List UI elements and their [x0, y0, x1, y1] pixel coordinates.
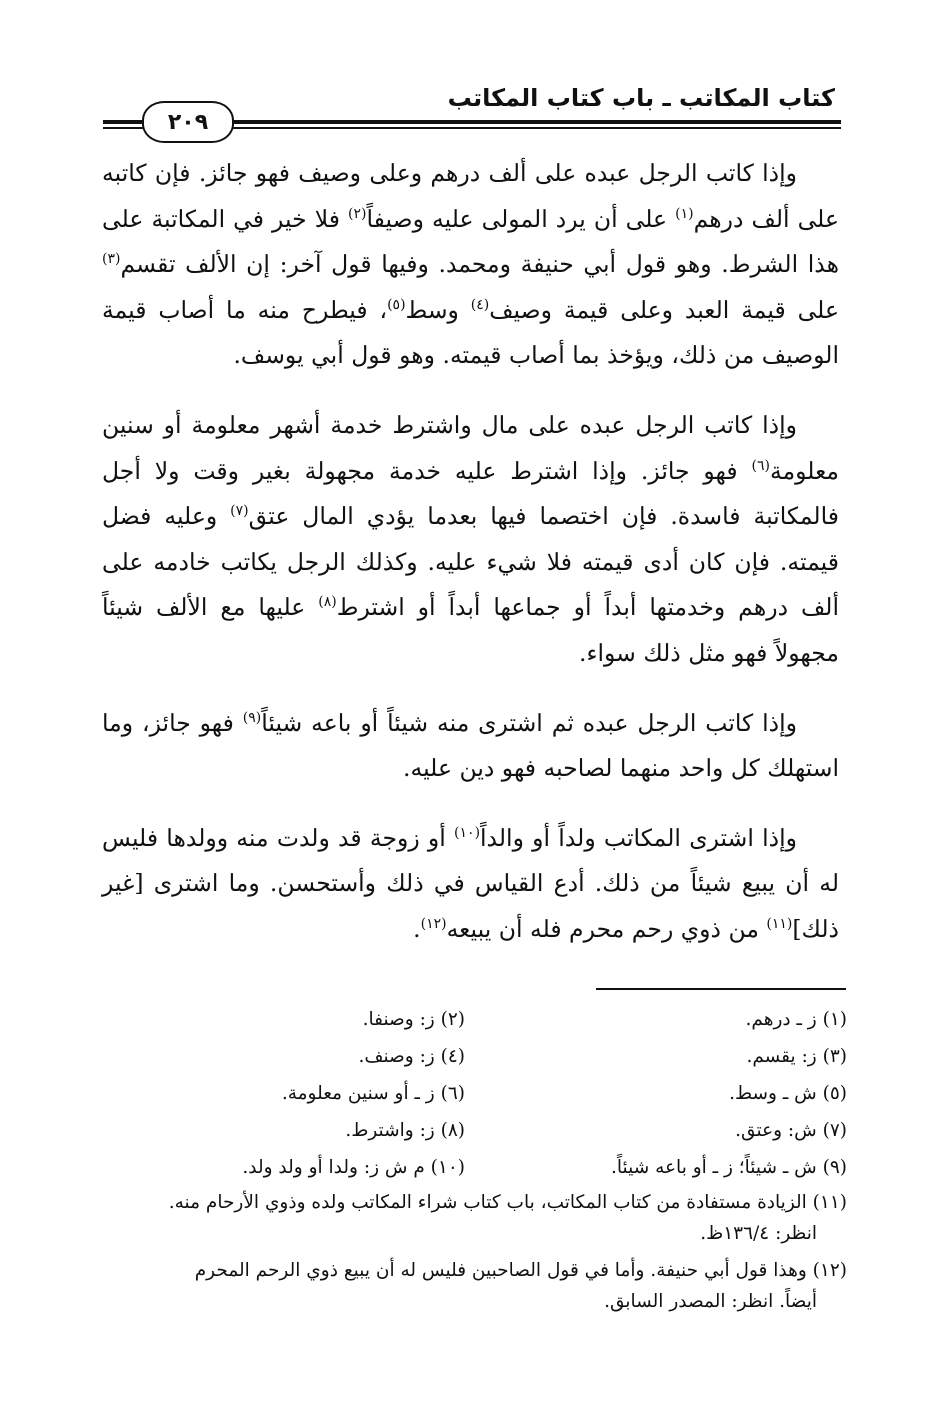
page-number-badge [142, 101, 234, 143]
footnote-ref: (١١) [766, 916, 793, 933]
paragraph-4 [102, 816, 839, 953]
footnote-ref: (٦) [751, 457, 770, 474]
text-run: وإذا كاتب الرجل عبده على ألف درهم وعلى وصيف فهو جائز. فإن كاتبه على ألف درهم [102, 159, 839, 233]
page-number: ٢٠٩ [167, 109, 209, 135]
text-run: فلا خير في المكاتبة على هذا الشرط. وهو قول أبي حنيفة ومحمد. وفيها قول آخر: إن الألف تقسم [102, 204, 839, 279]
footnote-2: (٢) ز: وصنفا. [362, 1009, 465, 1030]
footnotes-grid [160, 1004, 847, 1183]
footnote-8: (٨) ز: واشترط. [345, 1120, 465, 1141]
footnote-6: (٦) ز ـ أو سنين معلومة. [281, 1083, 465, 1104]
text-run: عليها مع الألف شيئاً مجهولاً فهو مثل ذلك سواء. [102, 593, 839, 667]
footnote-ref: (٤) [470, 296, 490, 313]
text-run: على قيمة العبد وعلى قيمة وصيف [489, 295, 839, 324]
running-header-title: كتاب المكاتب ـ باب كتاب المكاتب [447, 84, 835, 112]
footnote-ref: (٣) [102, 251, 121, 268]
text-run: فهو جائز. وإذا اشترط عليه خدمة مجهولة بغير وقت ولا أجل فالمكاتبة فاسدة. فإن اختصما فيها بعدما يؤدي المال عتق [102, 456, 839, 531]
main-text [102, 151, 839, 977]
footnote-ref: (٧) [230, 503, 249, 520]
footnote-11-continuation: انظر: ١٣٦/٤ظ. [700, 1223, 817, 1244]
footnote-9: (٩) ش ـ شيئاً؛ ز ـ أو باعه شيئاً. [611, 1157, 847, 1178]
paragraph-3 [102, 701, 839, 792]
footnote-4: (٤) ز: وصنف. [358, 1046, 465, 1067]
paragraph-1 [102, 151, 839, 379]
footnote-12-line: (١٢) وهذا قول أبي حنيفة. وأما في قول الصاحبين فليس له أن يبيع ذوي الرحم المحرم [194, 1260, 847, 1281]
footnote-3: (٣) ز: يقسم. [746, 1046, 847, 1067]
text-run: من ذوي رحم محرم فله أن يبيعه [446, 914, 767, 943]
footnote-ref: (٢) [348, 205, 367, 222]
text-run: فهو جائز، وما استهلك كل واحد منهما لصاحبه فهو دين عليه. [102, 708, 839, 783]
text-run: وإذا اشترى المكاتب ولداً أو والداً [480, 823, 797, 852]
footnote-12-continuation: أيضاً. انظر: المصدر السابق. [604, 1291, 817, 1312]
text-run: أو زوجة قد ولدت منه وولدها فليس له أن يبيع شيئاً من ذلك. أدع القياس في ذلك وأستحسن. وما اشترى [غير ذلك] [102, 823, 839, 943]
footnote-11-line: (١١) الزيادة مستفادة من كتاب المكاتب، باب كتاب شراء المكاتب ولده وذوي الأرحام منه. [168, 1192, 847, 1213]
footnote-12 [96, 1255, 847, 1317]
text-run: وإذا كاتب الرجل عبده على مال واشترط خدمة أشهر معلومة أو سنين معلومة [102, 410, 839, 485]
text-run: وسط [405, 295, 471, 324]
footnote-ref: (٥) [387, 296, 406, 313]
footnote-11 [96, 1187, 847, 1249]
footnote-5: (٥) ش ـ وسط. [729, 1083, 847, 1104]
paragraph-2 [102, 403, 839, 677]
text-run: على أن يرد المولى عليه وصيفاً [366, 204, 676, 233]
footnote-ref: (١٢) [420, 916, 447, 933]
footnote-ref: (٩) [242, 709, 262, 726]
footnote-ref: (١٠) [454, 824, 481, 841]
footnote-7: (٧) ش: وعتق. [735, 1120, 847, 1141]
text-run: . [413, 914, 421, 943]
footnote-ref: (١) [675, 205, 694, 222]
text-run: وعليه فضل قيمته. فإن كان أدى قيمته فلا شيء عليه. وكذلك الرجل يكاتب خادمه على ألف درهم وخدمتها أبداً أو جماعها أبداً أو اشترط [102, 502, 839, 622]
footnote-ref: (٨) [318, 594, 337, 611]
text-run: ، فيطرح منه ما أصاب قيمة الوصيف من ذلك، ويؤخذ بما أصاب قيمته. وهو قول أبي يوسف. [102, 295, 839, 370]
text-run: وإذا كاتب الرجل عبده ثم اشترى منه شيئاً أو باعه شيئاً [261, 708, 797, 737]
footnote-10: (١٠) م ش ز: ولدا أو ولد ولد. [242, 1157, 465, 1178]
footnote-separator [596, 988, 846, 990]
footnote-1: (١) ز ـ درهم. [745, 1009, 847, 1030]
